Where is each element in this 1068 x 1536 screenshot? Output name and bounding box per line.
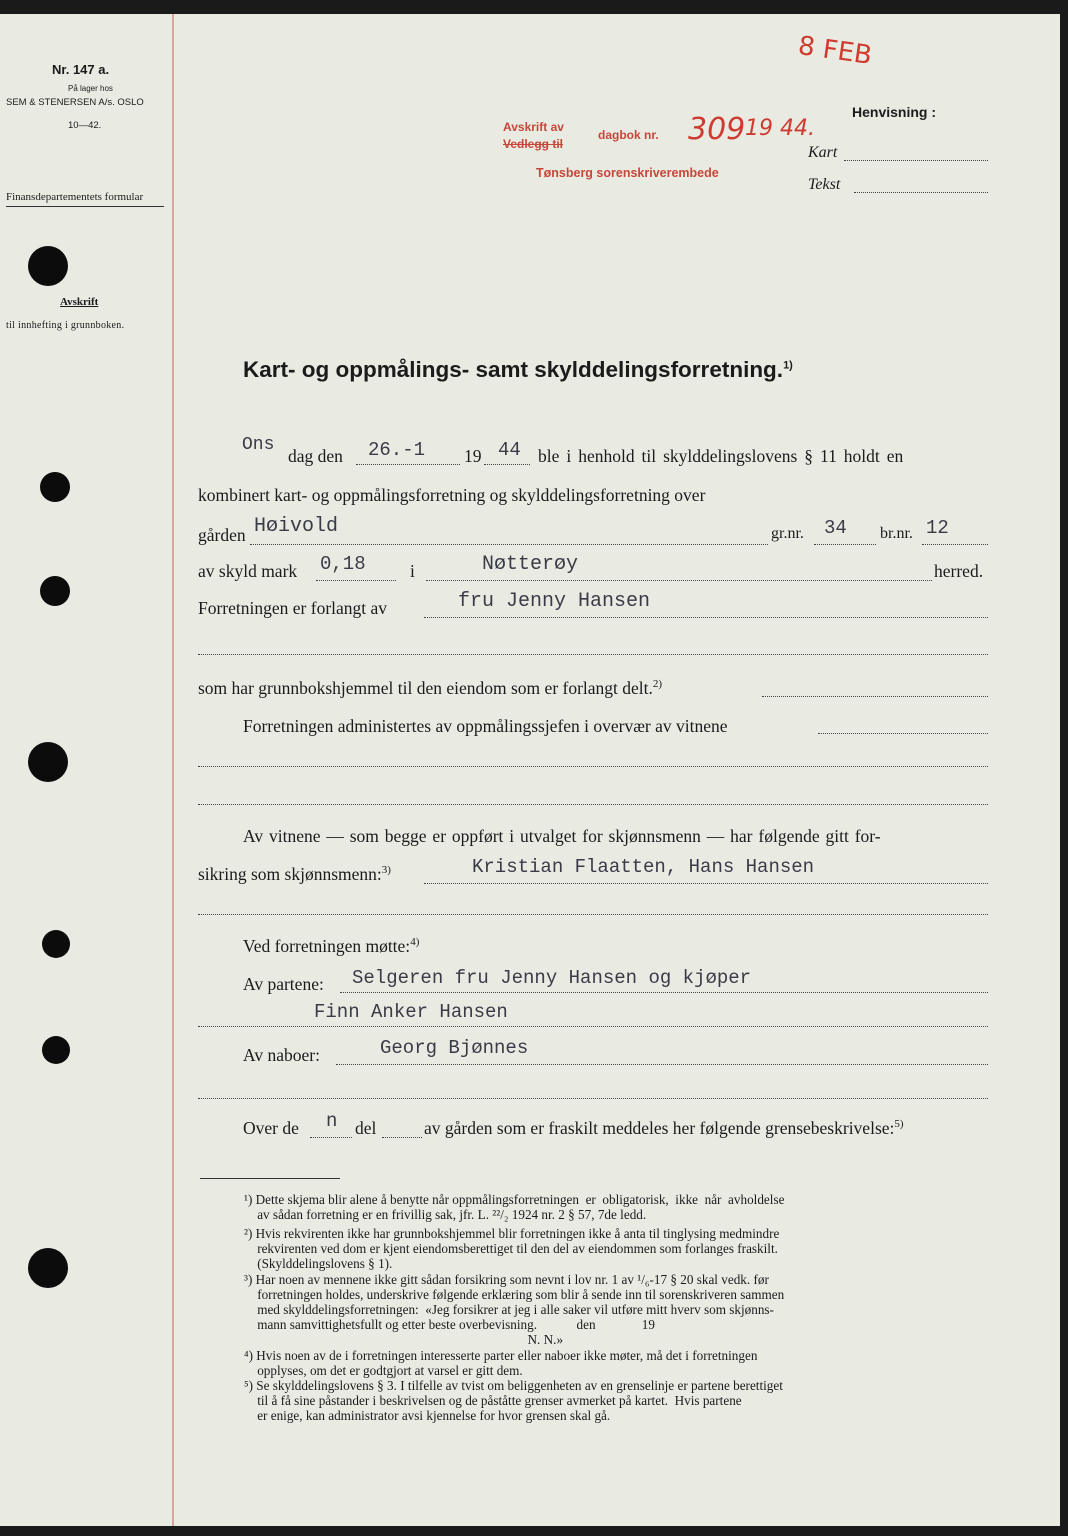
forlangt-line — [424, 617, 988, 618]
punch-hole — [42, 930, 70, 958]
admin-line — [818, 733, 988, 734]
title-text: Kart- og oppmålings- samt skylddelingsforretning. — [243, 357, 784, 382]
date-stamp: 8 FEB — [796, 30, 874, 72]
partene-value: Selgeren fru Jenny Hansen og kjøper — [352, 967, 752, 989]
grnr-line — [814, 544, 876, 545]
blank-line — [198, 1098, 988, 1099]
henvisning-label: Henvisning : — [852, 104, 937, 120]
blank-line — [198, 1026, 988, 1027]
brnr-label: br.nr. — [880, 525, 913, 542]
date-code: 10—42. — [68, 120, 102, 131]
vitner-label — [198, 864, 391, 885]
over-label: Over de — [243, 1118, 299, 1138]
footnote: ²) Hvis rekvirenten ikke har grunnbokshjemmel blir forretningen ikke å anta til tinglysing medmindre rekvirenten ved dom er kjent eiendomsberettiget til den del av eiendommen som forlanges fraskilt. (Skylddelingslovens § 1). — [244, 1226, 780, 1271]
grnr-label: gr.nr. — [771, 525, 804, 542]
vitner-text: Av vitnene — som begge er oppført i utvalget for skjønnsmenn — har følgende gitt for- — [243, 826, 881, 846]
date-line — [356, 464, 460, 465]
vitner-note: 3) — [381, 864, 391, 877]
partene-label: Av partene: — [243, 974, 324, 994]
seller-line: På lager hos — [68, 84, 113, 93]
punch-hole — [28, 1248, 68, 1288]
stamp-dagbok: dagbok nr. — [598, 128, 659, 142]
form-origin: Finansdepartementets formular — [6, 191, 144, 203]
grunnbok-note: 2) — [652, 678, 663, 691]
punch-hole — [40, 472, 70, 502]
tekst-line — [854, 192, 988, 193]
forlangt-label: Forretningen er forlangt av — [198, 598, 388, 618]
skyld-line — [316, 580, 396, 581]
line1-text: ble i henhold til skylddelingslovens § 11 holdt en — [538, 446, 904, 466]
seller-line: SEM & STENERSEN A/s. OSLO — [6, 97, 144, 108]
over-note: 5) — [894, 1118, 904, 1131]
stamp-copy: Avskrift av — [503, 120, 564, 134]
footnote: ⁴) Hvis noen av de i forretningen interesserte parter eller naboer ikke møter, må det i forretningen opplyses, om det er godtgjort at varsel er gitt dem. — [244, 1348, 758, 1378]
year-value: 44 — [498, 439, 521, 461]
form-number: Nr. 147 a. — [52, 62, 110, 77]
stamp-number: 309 — [688, 112, 746, 147]
year-line — [484, 464, 530, 465]
year-prefix: 19 — [464, 446, 482, 466]
grunnbok-text — [198, 678, 662, 699]
copy-subtitle: til innhefting i grunnboken. — [6, 320, 125, 331]
stamp-year: 19 44. — [745, 116, 815, 141]
dag-den-label: dag den — [288, 446, 343, 466]
line2-text: kombinert kart- og oppmålingsforretning og skylddelingsforretning over — [198, 485, 706, 505]
partene-line — [340, 992, 988, 993]
skyld-label: av skyld mark — [198, 561, 298, 581]
date-value: 26.-1 — [368, 439, 426, 461]
herred-line — [426, 580, 932, 581]
herred-value: Nøtterøy — [482, 553, 579, 576]
naboer-value: Georg Bjønnes — [380, 1037, 529, 1059]
punch-hole — [28, 742, 68, 782]
naboer-label: Av naboer: — [243, 1045, 320, 1065]
brnr-value: 12 — [926, 517, 949, 539]
title-note: 1) — [783, 359, 793, 372]
forlangt-value: fru Jenny Hansen — [458, 590, 651, 613]
over-rest-text: av gården som er fraskilt meddeles her følgende grensebeskrivelse: — [424, 1118, 895, 1138]
page-title — [243, 357, 793, 383]
motte-note: 4) — [410, 936, 420, 949]
naboer-line — [336, 1064, 988, 1065]
partene-value: Finn Anker Hansen — [314, 1001, 508, 1023]
motte-label-text: Ved forretningen møtte: — [243, 936, 411, 956]
kart-label: Kart — [808, 144, 838, 161]
blank-line — [198, 766, 988, 767]
vitner-line — [424, 883, 988, 884]
document-page — [0, 14, 1060, 1526]
grunnbok-label: som har grunnbokshjemmel til den eiendom som er forlangt delt. — [198, 678, 653, 698]
form-origin-rule — [6, 206, 164, 207]
weekday-value: Ons — [242, 435, 275, 455]
stamp-office: Tønsberg sorenskriverembede — [536, 166, 719, 180]
vitner-label-text: sikring som skjønnsmenn: — [198, 864, 382, 884]
i-label: i — [410, 561, 415, 581]
tekst-label: Tekst — [808, 176, 841, 193]
blank-line — [198, 654, 988, 655]
grunnbok-line — [762, 696, 988, 697]
stamp-attachment: Vedlegg til — [503, 137, 564, 151]
garden-label: gården — [198, 525, 246, 545]
punch-hole — [28, 246, 68, 286]
skyld-value: 0,18 — [320, 553, 366, 575]
herred-label: herred. — [934, 561, 984, 581]
grnr-value: 34 — [824, 517, 847, 539]
footnote: ⁵) Se skylddelingslovens § 3. I tilfelle av tvist om beliggenheten av en grenselinje er partene berettiget til å få sine påstander i beskrivelsen og de påståtte grenser avmerket på kartet. Hvis partene er enige, kan administrator avsi kjennelse for hvor grensen skal gå. — [244, 1378, 783, 1423]
copy-title: Avskrift — [60, 296, 99, 308]
blank-line — [198, 804, 988, 805]
punch-hole — [40, 576, 70, 606]
over-rest — [424, 1118, 904, 1139]
punch-hole — [42, 1036, 70, 1064]
footnote: ³) Har noen av mennene ikke gitt sådan forsikring som nevnt i lov nr. 1 av ¹/₆-17 § 20 skal vedk. før forretningen holdes, underskrive følgende erklæring som blir å sende inn til sorenskriveren sammen med skylddelingsforretningen: «Jeg forsikrer at jeg i alle saker vil utføre mitt hverv som skjønns- mann samvittighetsfullt og etter beste overbevisning. den 19 N. N.» — [244, 1272, 785, 1347]
vitner-value: Kristian Flaatten, Hans Hansen — [472, 856, 815, 878]
blank-line — [198, 914, 988, 915]
footnote: ¹) Dette skjema blir alene å benytte når oppmålingsforretningen er obligatorisk, ikke når avholdelse av sådan forretning er en frivillig sak, jfr. L. ²²/₂ 1924 nr. 2 § 57, 7de ledd. — [244, 1192, 785, 1222]
admin-text: Forretningen administertes av oppmålingssjefen i overvær av vitnene — [243, 716, 728, 736]
kart-line — [844, 160, 988, 161]
garden-value: Høivold — [254, 515, 339, 538]
margin-line — [172, 14, 174, 1526]
del-label: del — [355, 1118, 377, 1138]
del-line — [382, 1137, 422, 1138]
motte-label — [243, 936, 419, 957]
footnote-rule — [200, 1178, 340, 1179]
garden-line — [250, 544, 768, 545]
brnr-line — [922, 544, 988, 545]
over-value: n — [326, 1110, 338, 1132]
over-line — [310, 1137, 352, 1138]
